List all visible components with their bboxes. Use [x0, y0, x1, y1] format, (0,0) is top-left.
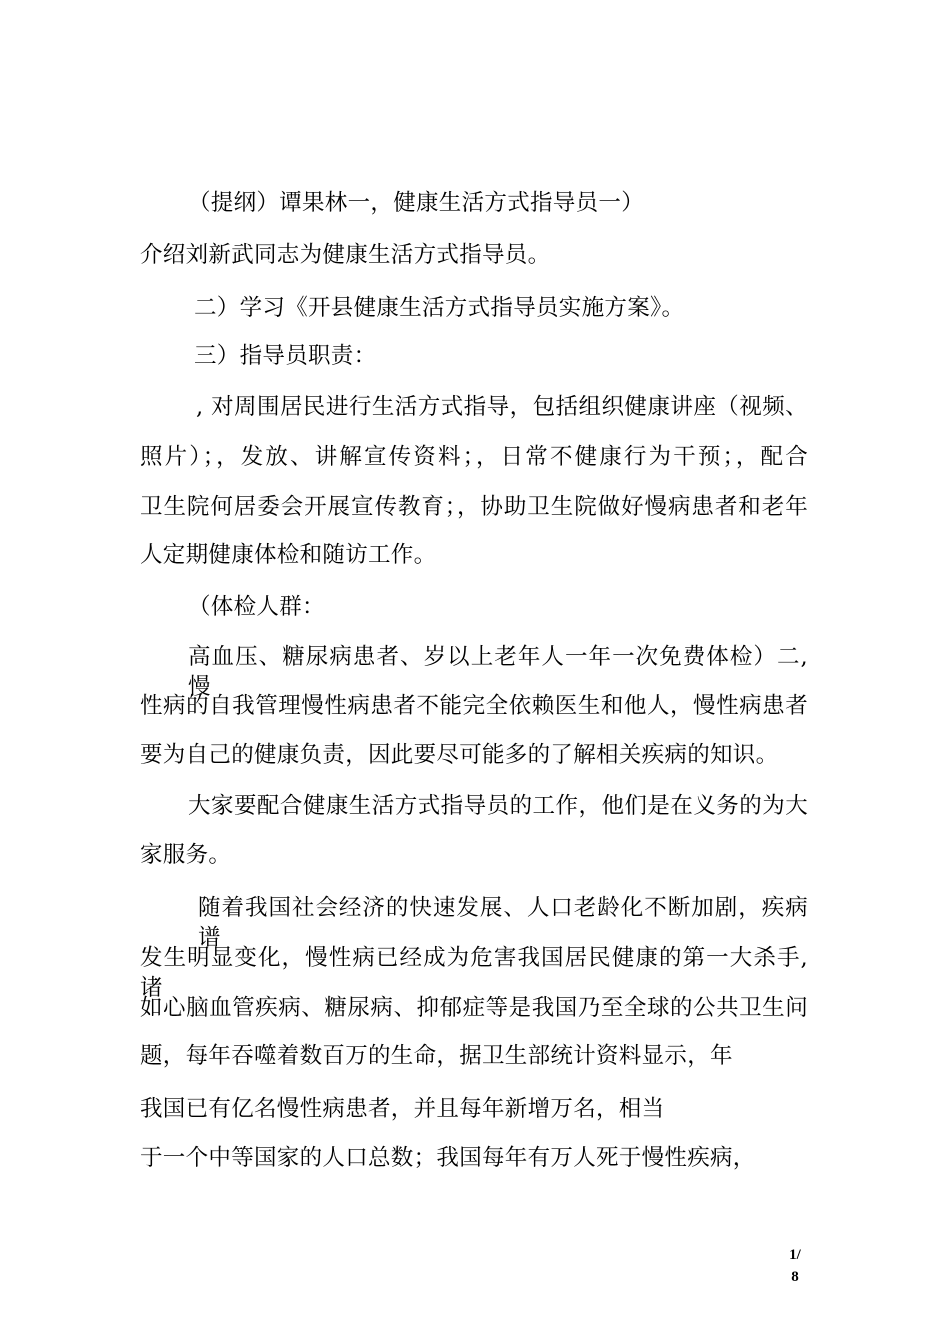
cooperation-paragraph-line-1: 大家要配合健康生活方式指导员的工作，他们是在义务的为大 — [188, 793, 808, 819]
checkup-group-heading-line: （体检人群： — [188, 594, 325, 620]
chronic-disease-paragraph-line-2: 发生明显变化，慢性病已经成为危害我国居民健康的第一大杀手, 诸 — [140, 945, 808, 1001]
duties-paragraph-line-3: 卫生院何居委会开展宣传教育；，协助卫生院做好慢病患者和老年 — [140, 494, 808, 520]
self-management-paragraph-line-3: 要为自己的健康负责，因此要尽可能多的了解相关疾病的知识。 — [140, 742, 779, 768]
duties-paragraph-line-4: 人定期健康体检和随访工作。 — [140, 542, 437, 568]
chronic-disease-paragraph-line-1: 随着我国社会经济的快速发展、人口老龄化不断加剧，疾病谱 — [198, 895, 808, 951]
chronic-disease-paragraph-line-6: 于一个中等国家的人口总数；我国每年有万人死于慢性疾病， — [140, 1145, 756, 1171]
self-management-paragraph-line-1: 高血压、糖尿病患者、岁以上老年人一年一次免费体检）二, 慢 — [188, 644, 808, 700]
cooperation-paragraph-line-2: 家服务。 — [140, 842, 232, 868]
chronic-disease-paragraph-line-3: 如心脑血管疾病、糖尿病、抑郁症等是我国乃至全球的公共卫生问 — [140, 995, 808, 1021]
page-number-total: 8 — [791, 1269, 799, 1285]
page-number-current: 1/ — [789, 1247, 801, 1263]
chronic-disease-paragraph-line-4: 题，每年吞噬着数百万的生命，据卫生部统计资料显示，年 — [140, 1043, 733, 1069]
duties-heading-line: 三）指导员职责： — [194, 343, 377, 369]
introduction-line: 介绍刘新武同志为健康生活方式指导员。 — [140, 242, 551, 268]
chronic-disease-paragraph-line-5: 我国已有亿名慢性病患者，并且每年新增万名，相当 — [140, 1096, 665, 1122]
duties-paragraph-line-1: , 对周围居民进行生活方式指导，包括组织健康讲座（视频、 — [196, 394, 808, 420]
study-plan-line: 二）学习《开县健康生活方式指导员实施方案》。 — [194, 295, 685, 321]
page-number — [780, 1244, 810, 1288]
self-management-paragraph-line-2: 性病的自我管理慢性病患者不能完全依赖医生和他人，慢性病患者 — [140, 693, 808, 719]
outline-heading-line: （提纲）谭果林一，健康生活方式指导员一） — [188, 190, 645, 216]
duties-paragraph-line-2: 照片）；，发放、讲解宣传资料；，日常不健康行为干预；，配合 — [140, 444, 808, 470]
